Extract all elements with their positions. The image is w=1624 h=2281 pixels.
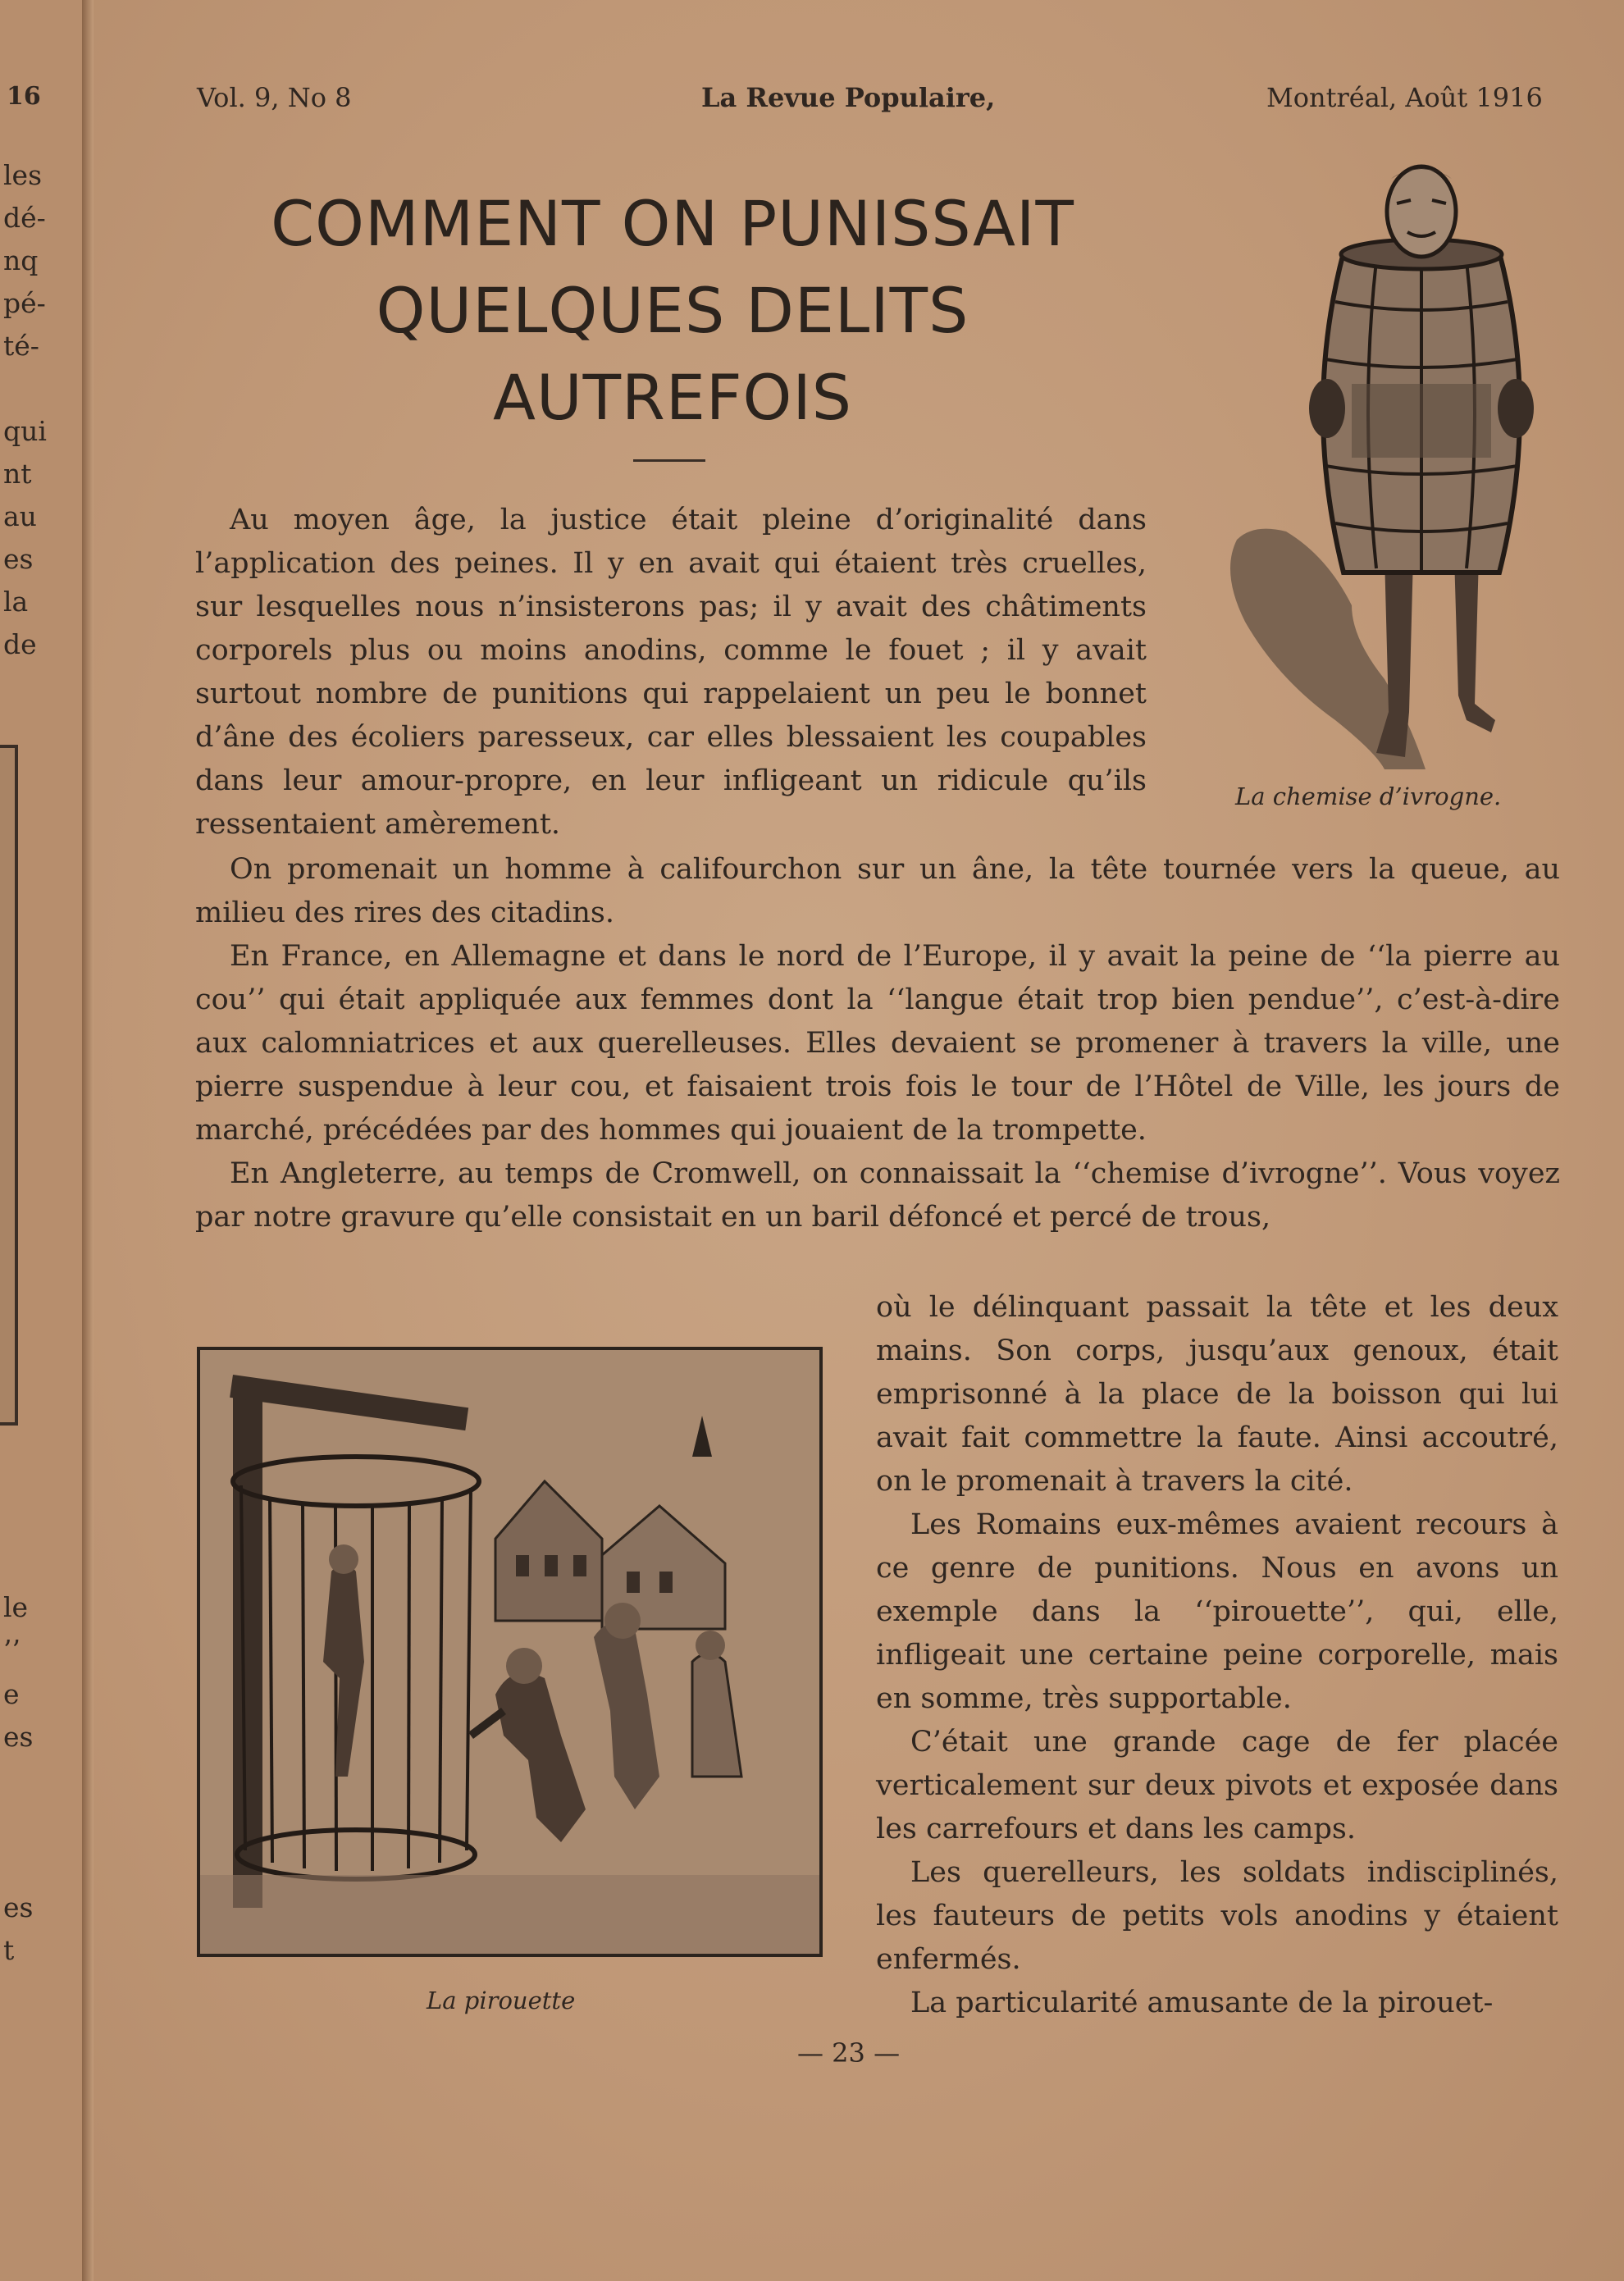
paragraph: C’était une grande cage de fer placée verticalement sur deux pivots et exposée dans les carrefours et dans les camps. — [876, 1726, 1558, 1845]
article-title — [205, 180, 1140, 441]
page-number: — 23 — — [797, 2037, 901, 2069]
previous-page-fragment: es — [3, 543, 34, 575]
previous-page-fragment: e — [3, 1678, 20, 1710]
previous-page-fragment: t — [3, 1934, 15, 1966]
previous-page-fragment: nq — [3, 244, 39, 276]
header-magazine-title: La Revue Populaire, — [701, 82, 996, 113]
paragraph: On promenait un homme à califourchon sur un âne, la tête tournée vers la queue, au milieu des rires des citadins. — [195, 853, 1560, 929]
previous-page-fragment: pé- — [3, 287, 46, 319]
previous-page-fragment: la — [3, 586, 29, 618]
previous-page-image-frame — [0, 745, 18, 1426]
previous-page-fragment: qui — [3, 415, 47, 447]
paragraph: Les querelleurs, les soldats indisciplinés, les fauteurs de petits vols anodins y étaient enfermés. — [876, 1856, 1558, 1976]
barrel-engraving — [1220, 146, 1549, 769]
paragraph: La particularité amusante de la pirouet- — [910, 1987, 1494, 2019]
article-title-line: QUELQUES DELITS — [376, 274, 969, 347]
pirouette-illustration — [200, 1350, 819, 1954]
header-volume: Vol. 9, No 8 — [197, 82, 352, 113]
previous-page-fragment: les — [3, 159, 43, 191]
title-divider — [633, 459, 705, 462]
article-title-line: AUTREFOIS — [492, 361, 853, 434]
previous-page-number: 16 — [7, 82, 41, 111]
paragraph: Les Romains eux-mêmes avaient recours à ce genre de punitions. Nous en avons un exemple dans la ‘‘pirouette’’, qui, elle, infligeait une certaine peine corporelle, mais en somme, très supportable. — [876, 1508, 1558, 1715]
previous-page-fragment: le — [3, 1591, 29, 1623]
article-right-column — [876, 1286, 1558, 2025]
previous-page-fragment: té- — [3, 330, 39, 362]
article-full-width-block — [195, 848, 1560, 1239]
article-intro-block — [195, 499, 1147, 846]
paragraph: où le délinquant passait la tête et les deux mains. Son corps, jusqu’aux genoux, était emprisonné à la place de la boisson qui lui avait fait commettre la faute. Ainsi accoutré, on le promenait à travers la cité. — [876, 1291, 1558, 1498]
paragraph: Au moyen âge, la justice était pleine d’originalité dans l’application des peines. Il y en avait qui étaient très cruelles, sur lesquelles nous n’insisterons pas; il y avait des châtiments corporels plus ou moins anodins, comme le fouet ; il y avait surtout nombre de punitions qui rappelaient un peu le bonnet d’âne des écoliers paresseux, car elles blessaient les coupables dans leur amour-propre, en leur infligeant un ridicule qu’ils ressentaient amèrement. — [195, 504, 1147, 841]
previous-page-fragment: de — [3, 628, 37, 660]
pirouette-caption: La pirouette — [427, 1987, 576, 2014]
previous-page-fragment: ’’ — [3, 1634, 21, 1666]
paragraph: En Angleterre, au temps de Cromwell, on connaissait la ‘‘chemise d’ivrogne’’. Vous voyez par notre gravure qu’elle consistait en un baril défoncé et percé de trous, — [195, 1157, 1560, 1234]
article-title-line: COMMENT ON PUNISSAIT — [271, 187, 1074, 260]
header-date: Montréal, Août 1916 — [1266, 82, 1543, 113]
page-gutter — [82, 0, 94, 2281]
paragraph: En France, en Allemagne et dans le nord de l’Europe, il y avait la peine de ‘‘la pierre au cou’’ qui était appliquée aux femmes dont la ‘‘langue était trop bien pendue’’, c’est-à-dire aux calomniatrices et aux querelleuses. Elles devaient se promener à travers la ville, une pierre suspendue à leur cou, et faisaient trois fois le tour de l’Hôtel de Ville, les jours de marché, précédées par des hommes qui jouaient de la trompette. — [195, 940, 1560, 1147]
previous-page-fragment: dé- — [3, 202, 46, 234]
pirouette-engraving — [197, 1347, 823, 1957]
barrel-caption: La chemise d’ivrogne. — [1235, 782, 1502, 810]
previous-page-fragment: es — [3, 1721, 34, 1753]
previous-page-fragment: nt — [3, 458, 32, 490]
previous-page-fragment: au — [3, 500, 37, 532]
previous-page-edge — [0, 0, 84, 2281]
previous-page-fragment: es — [3, 1891, 34, 1923]
